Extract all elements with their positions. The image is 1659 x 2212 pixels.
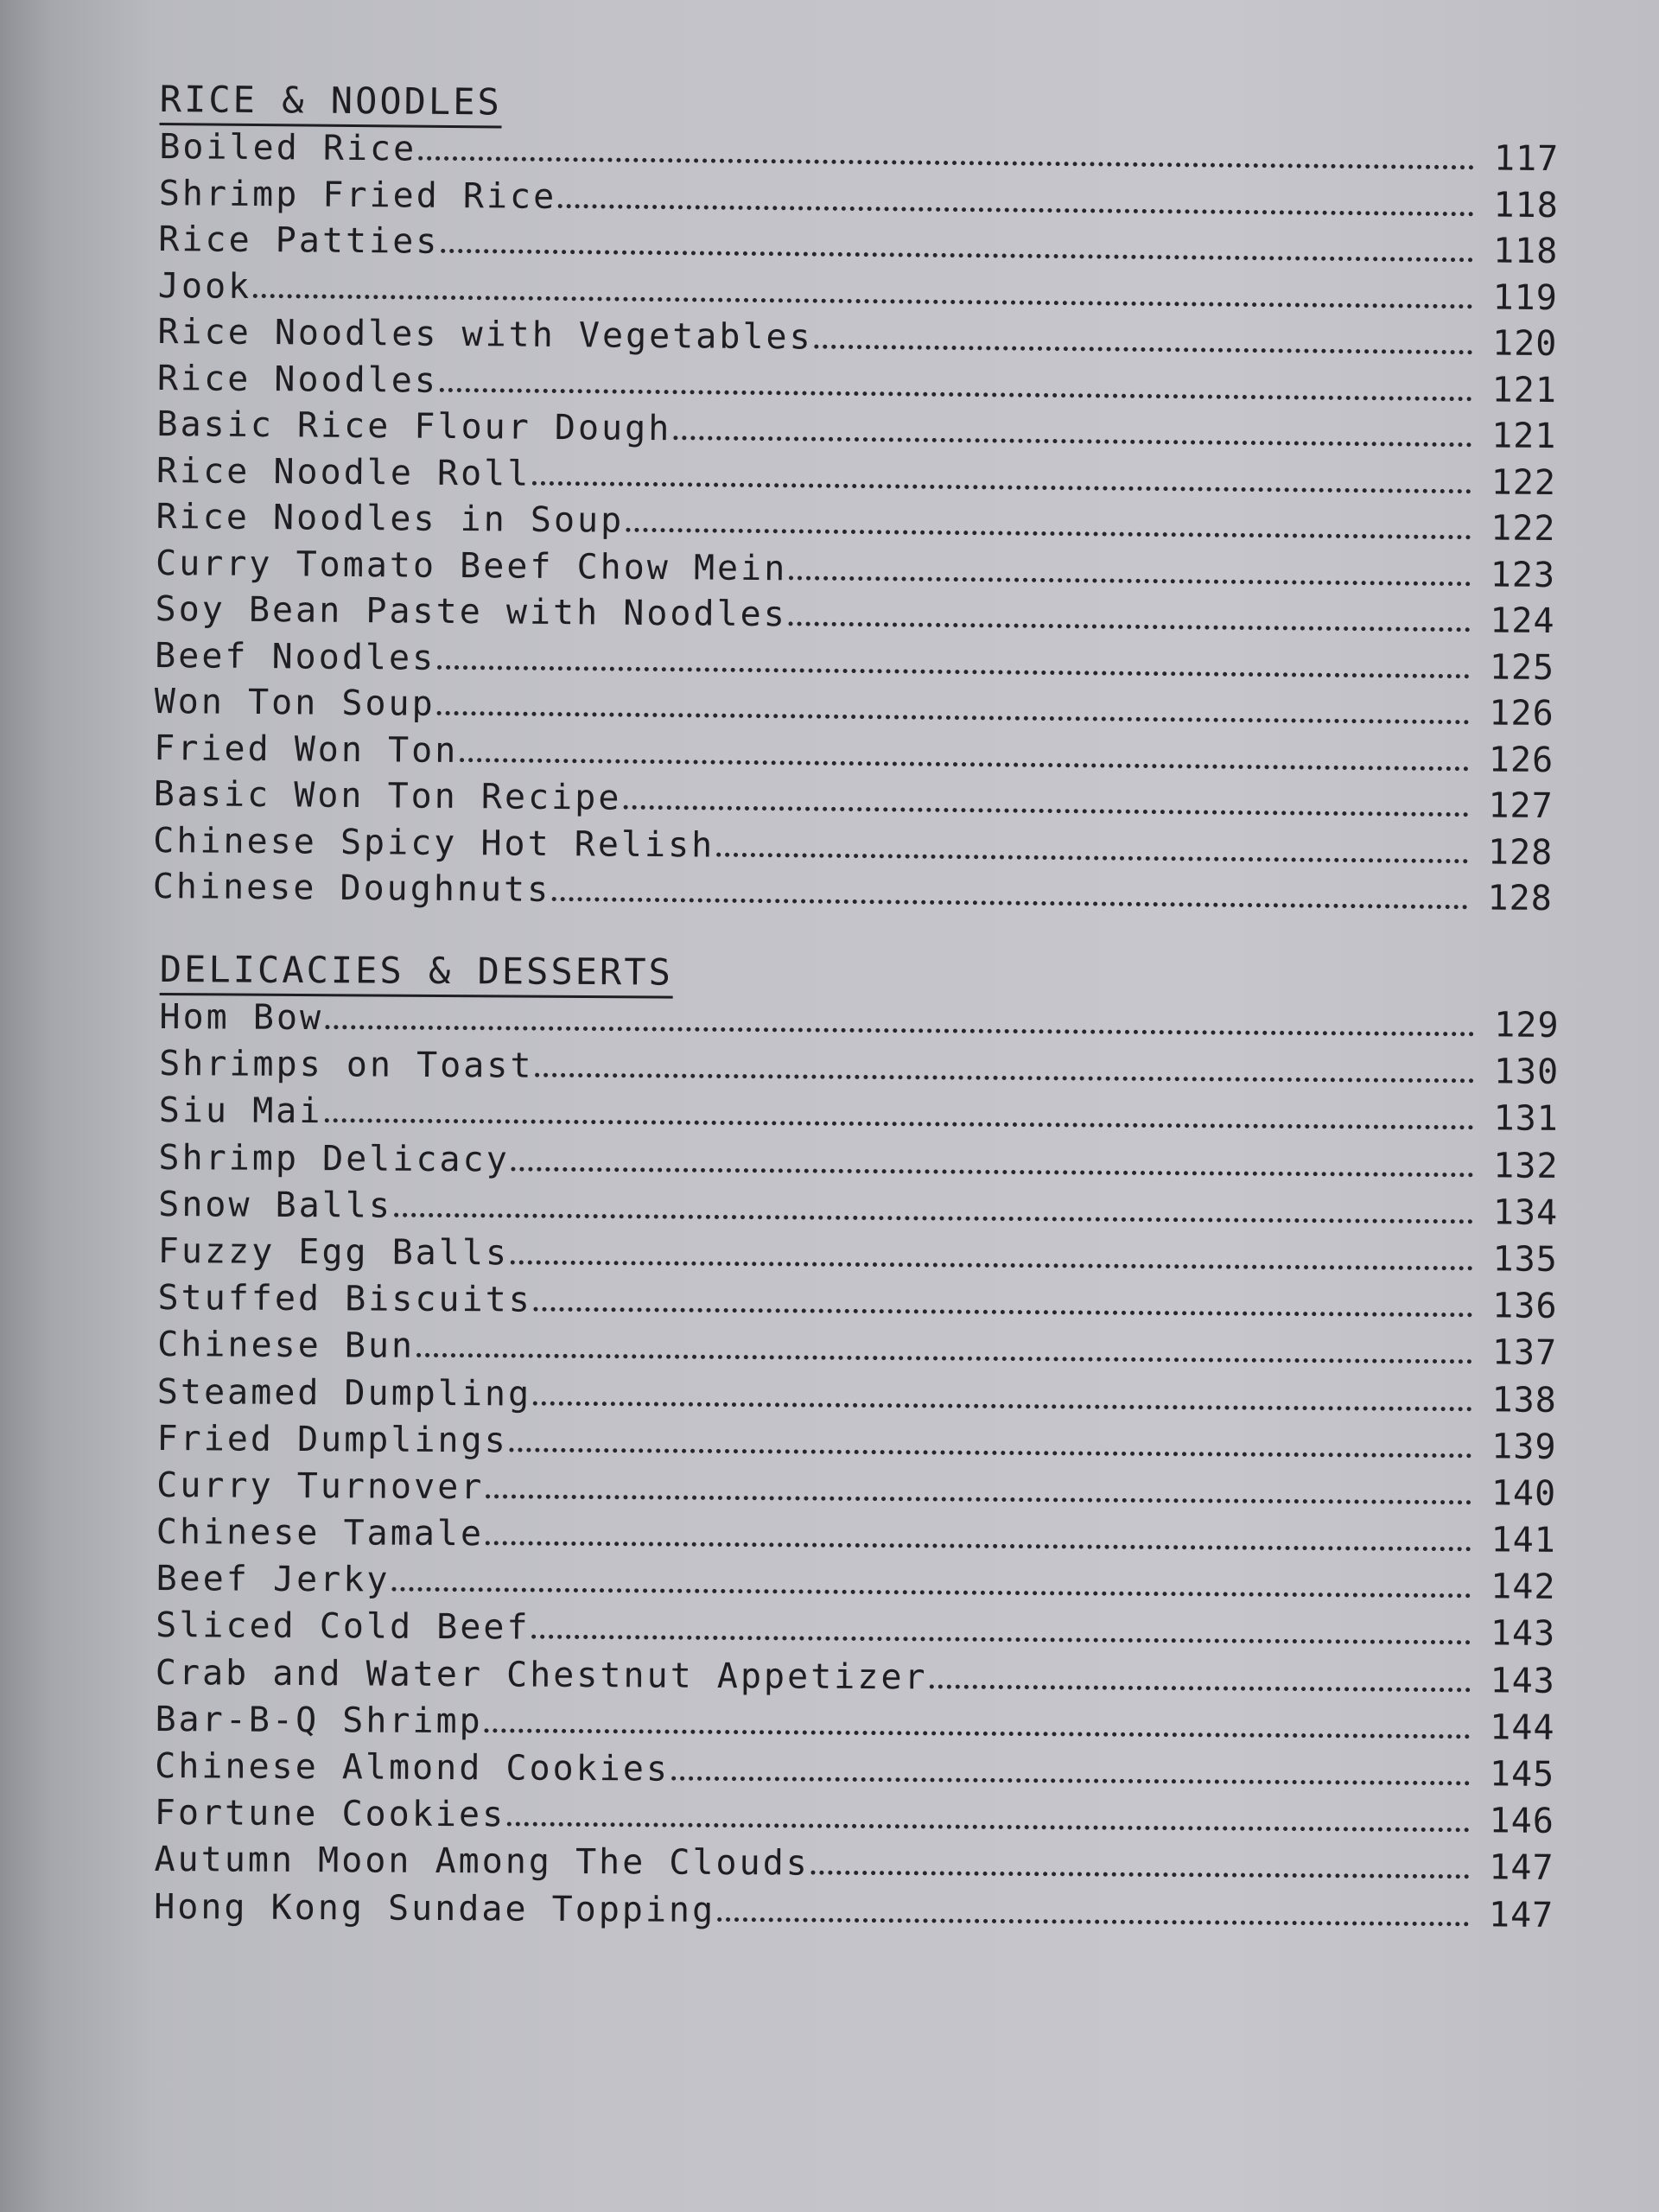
dot-leader xyxy=(929,1684,1470,1692)
entry-title: Chinese Tamale xyxy=(156,1511,485,1554)
entry-title: Fuzzy Egg Balls xyxy=(157,1230,510,1273)
entry-title: Beef Noodles xyxy=(154,635,436,678)
entry-page-number: 125 xyxy=(1489,646,1555,688)
toc-entry xyxy=(158,1230,1558,1286)
toc-entry xyxy=(159,1044,1559,1099)
dot-leader xyxy=(460,758,1469,771)
entry-page-number: 139 xyxy=(1491,1426,1557,1467)
entry-page-number: 141 xyxy=(1491,1519,1556,1560)
dot-leader xyxy=(394,1212,1473,1224)
toc-list xyxy=(153,127,1560,925)
entry-page-number: 137 xyxy=(1491,1332,1558,1373)
entry-page-number: 134 xyxy=(1492,1192,1559,1233)
entry-page-number: 138 xyxy=(1491,1379,1557,1420)
dot-leader xyxy=(437,711,1470,724)
toc-entry xyxy=(158,1137,1558,1192)
entry-title: Rice Patties xyxy=(158,219,440,262)
entry-title: Siu Mai xyxy=(158,1090,323,1132)
entry-page-number: 126 xyxy=(1488,739,1554,780)
entry-page-number: 117 xyxy=(1493,138,1560,180)
entry-title: Hong Kong Sundae Topping xyxy=(154,1886,716,1930)
entry-title: Shrimp Fried Rice xyxy=(158,173,557,217)
entry-title: Snow Balls xyxy=(158,1184,393,1225)
entry-page-number: 145 xyxy=(1489,1753,1555,1795)
dot-leader xyxy=(486,1494,1471,1504)
entry-page-number: 147 xyxy=(1489,1847,1554,1888)
toc-entry xyxy=(156,1465,1556,1520)
entry-title: Rice Noodles in Soup xyxy=(156,496,625,541)
dot-leader xyxy=(535,1072,1474,1083)
entry-page-number: 121 xyxy=(1491,416,1557,457)
entry-title: Chinese Doughnuts xyxy=(152,866,551,910)
dot-leader xyxy=(418,156,1474,170)
entry-title: Rice Noodles with Vegetables xyxy=(157,311,813,358)
dot-leader xyxy=(510,1447,1472,1458)
dot-leader xyxy=(673,435,1471,447)
dot-leader xyxy=(671,1776,1470,1785)
entry-page-number: 118 xyxy=(1492,231,1559,272)
toc-entry xyxy=(156,1652,1555,1707)
entry-page-number: 140 xyxy=(1491,1472,1557,1514)
entry-title: Autumn Moon Among The Clouds xyxy=(154,1839,810,1884)
dot-leader xyxy=(716,852,1468,863)
entry-title: Crab and Water Chestnut Appetizer xyxy=(155,1652,928,1697)
entry-page-number: 128 xyxy=(1487,878,1553,919)
entry-title: Fried Won Ton xyxy=(154,728,459,771)
entry-title: Won Ton Soup xyxy=(154,681,435,724)
dot-leader xyxy=(253,293,1473,308)
dot-leader xyxy=(416,1353,1472,1363)
entry-page-number: 131 xyxy=(1493,1098,1559,1139)
dot-leader xyxy=(626,528,1471,540)
entry-page-number: 118 xyxy=(1493,184,1559,226)
entry-page-number: 119 xyxy=(1492,276,1559,318)
dot-leader xyxy=(534,1306,1473,1317)
dot-leader xyxy=(811,1870,1470,1878)
entry-title: Chinese Almond Cookies xyxy=(155,1745,671,1789)
entry-title: Jook xyxy=(157,265,252,307)
entry-page-number: 121 xyxy=(1491,369,1558,410)
dot-leader xyxy=(532,480,1471,493)
entry-title: Soy Bean Paste with Noodles xyxy=(155,588,788,635)
toc-entry xyxy=(156,1559,1555,1614)
dot-leader xyxy=(512,1166,1474,1177)
dot-leader xyxy=(789,575,1471,586)
dot-leader xyxy=(815,345,1473,355)
dot-leader xyxy=(789,621,1471,632)
toc-entry xyxy=(159,1090,1559,1146)
toc-entry xyxy=(157,1325,1557,1380)
dot-leader xyxy=(325,1025,1474,1036)
dot-leader xyxy=(437,664,1470,677)
toc-entry xyxy=(155,1699,1554,1754)
entry-page-number: 130 xyxy=(1493,1052,1560,1092)
entry-page-number: 143 xyxy=(1490,1660,1555,1701)
section-title: RICE & NOODLES xyxy=(160,78,502,128)
dot-leader xyxy=(440,387,1472,400)
entry-title: Bar-B-Q Shrimp xyxy=(155,1699,483,1741)
dot-leader xyxy=(507,1821,1470,1832)
entry-page-number: 147 xyxy=(1488,1894,1554,1935)
dot-leader xyxy=(486,1541,1471,1551)
entry-page-number: 144 xyxy=(1490,1707,1555,1748)
toc-entry xyxy=(158,1184,1558,1239)
entry-page-number: 126 xyxy=(1489,693,1554,734)
toc-entry xyxy=(154,1886,1554,1942)
entry-title: Stuffed Biscuits xyxy=(157,1277,532,1320)
entry-page-number: 123 xyxy=(1490,554,1556,595)
toc-entry xyxy=(157,1278,1557,1333)
entry-title: Boiled Rice xyxy=(159,126,417,169)
entry-title: Shrimp Delicacy xyxy=(158,1137,510,1179)
entry-page-number: 132 xyxy=(1493,1145,1559,1185)
entry-title: Sliced Cold Beef xyxy=(156,1605,531,1648)
entry-title: Curry Turnover xyxy=(156,1465,485,1507)
toc-entry xyxy=(154,1840,1554,1895)
toc-page xyxy=(152,78,1560,2134)
dot-leader xyxy=(391,1586,1471,1598)
toc-entry xyxy=(159,996,1559,1052)
toc-entry xyxy=(156,1512,1556,1567)
entry-title: Basic Rice Flour Dough xyxy=(156,404,672,449)
entry-title: Steamed Dumpling xyxy=(156,1370,532,1414)
toc-entry xyxy=(157,1371,1557,1427)
entry-title: Fried Dumplings xyxy=(156,1418,508,1460)
dot-leader xyxy=(623,805,1468,817)
entry-page-number: 122 xyxy=(1491,508,1556,550)
dot-leader xyxy=(485,1728,1471,1738)
toc-entry xyxy=(155,1793,1554,1848)
toc-entry xyxy=(155,1745,1554,1801)
toc-entry xyxy=(156,1418,1556,1473)
entry-title: Rice Noodles xyxy=(156,358,439,401)
toc-entry xyxy=(156,1605,1555,1661)
entry-title: Fortune Cookies xyxy=(154,1792,506,1835)
dot-leader xyxy=(531,1635,1471,1645)
entry-page-number: 143 xyxy=(1490,1613,1556,1654)
entry-title: Chinese Spicy Hot Relish xyxy=(153,820,715,866)
toc-list xyxy=(154,996,1560,1942)
entry-page-number: 129 xyxy=(1494,1004,1560,1046)
dot-leader xyxy=(324,1118,1473,1129)
entry-page-number: 135 xyxy=(1492,1238,1558,1280)
entry-page-number: 127 xyxy=(1488,785,1554,827)
dot-leader xyxy=(552,897,1468,909)
dot-leader xyxy=(558,204,1474,216)
entry-title: Shrimps on Toast xyxy=(159,1043,534,1086)
entry-page-number: 142 xyxy=(1491,1567,1556,1607)
section-delicacies-desserts xyxy=(154,948,1560,1942)
entry-title: Hom Bow xyxy=(159,996,324,1038)
dot-leader xyxy=(441,249,1473,262)
entry-title: Chinese Bun xyxy=(157,1324,416,1366)
entry-page-number: 136 xyxy=(1492,1286,1558,1326)
dot-leader xyxy=(717,1916,1469,1925)
entry-title: Beef Jerky xyxy=(156,1558,391,1600)
dot-leader xyxy=(533,1401,1472,1411)
entry-title: Curry Tomato Beef Chow Mein xyxy=(155,543,788,588)
entry-title: Rice Noodle Roll xyxy=(156,450,531,494)
entry-page-number: 128 xyxy=(1487,831,1554,873)
dot-leader xyxy=(511,1260,1473,1270)
entry-page-number: 124 xyxy=(1490,601,1555,642)
section-title: DELICACIES & DESSERTS xyxy=(160,948,673,999)
entry-title: Basic Won Ton Recipe xyxy=(153,773,622,818)
entry-page-number: 122 xyxy=(1491,461,1557,503)
entry-page-number: 146 xyxy=(1489,1801,1554,1841)
section-rice-noodles xyxy=(153,78,1560,925)
entry-page-number: 120 xyxy=(1491,323,1558,365)
